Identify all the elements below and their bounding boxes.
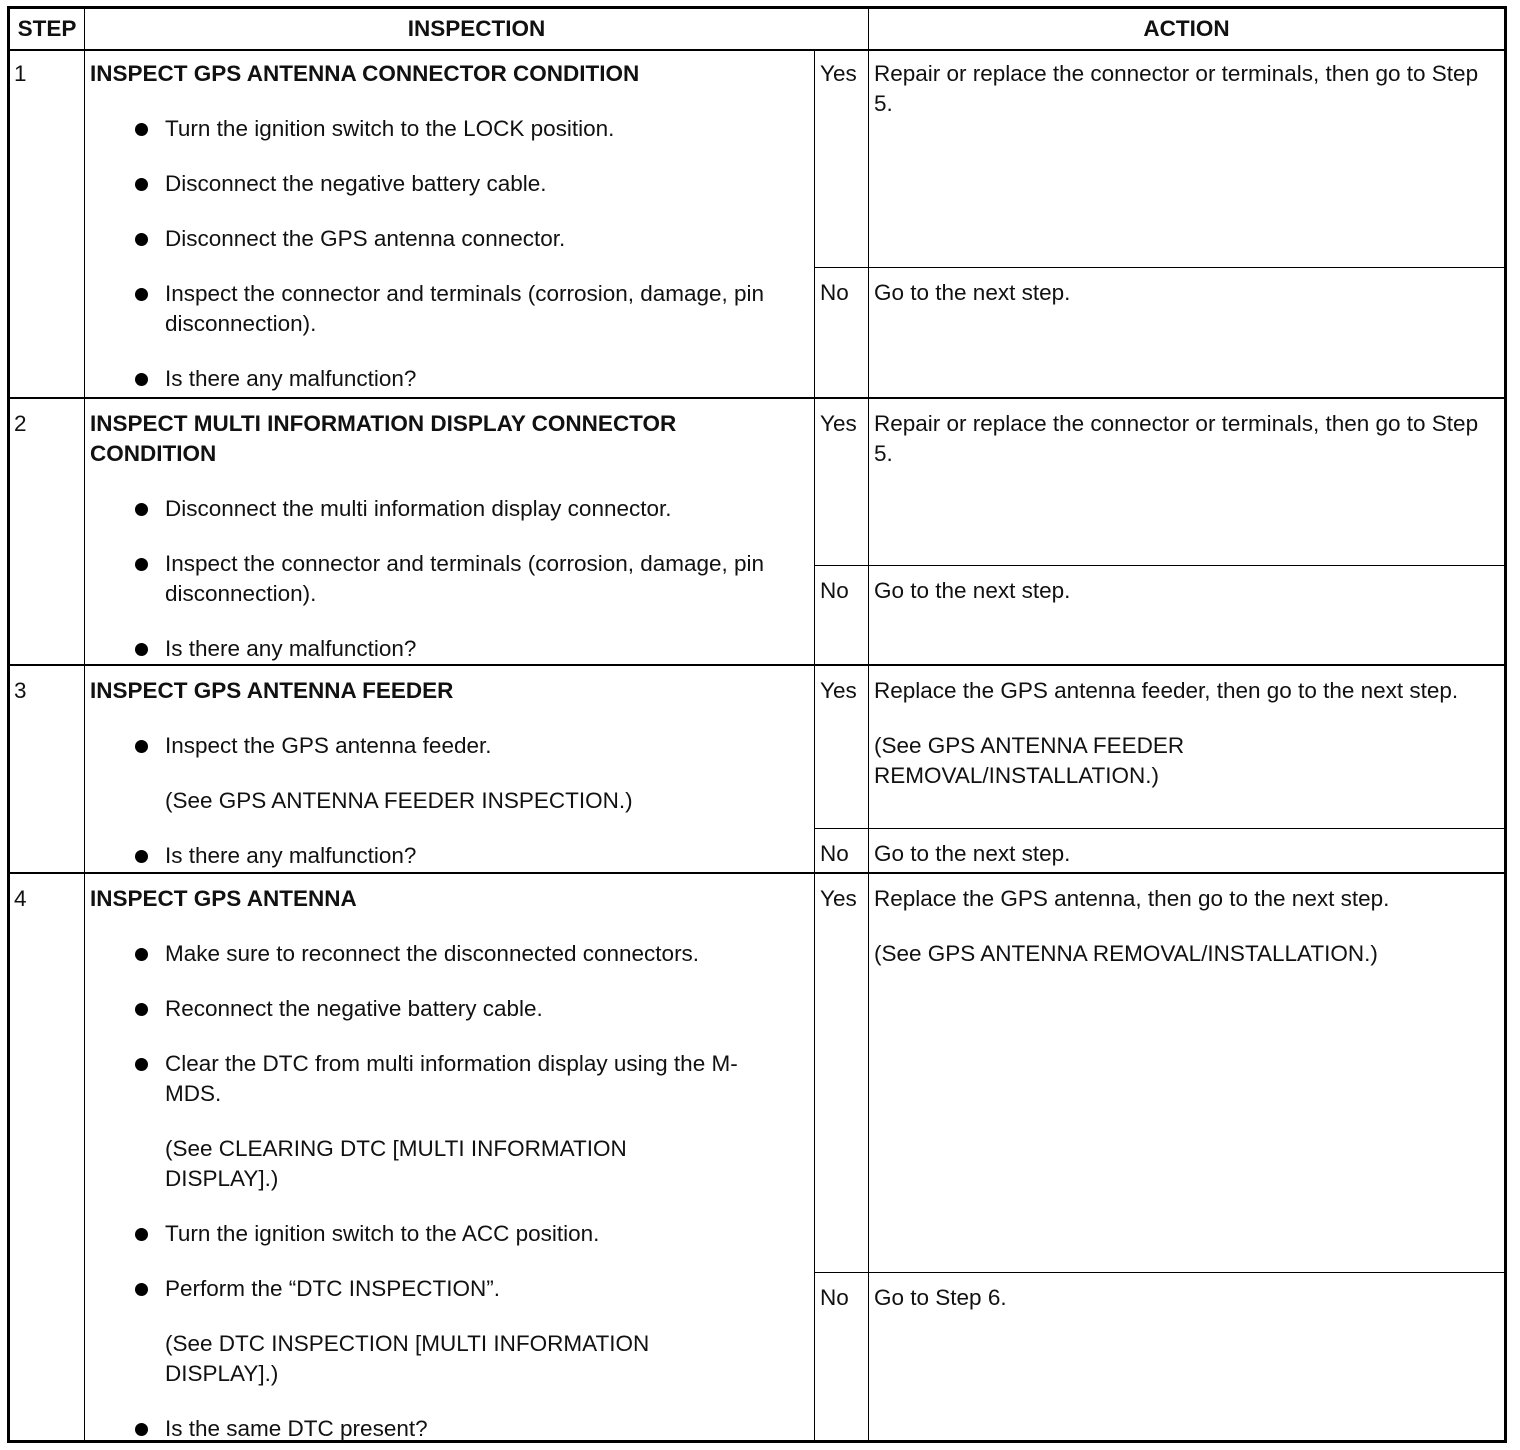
- table-header: [10, 9, 1504, 51]
- step-row-4: [10, 872, 1504, 1440]
- bullet-icon: [135, 948, 148, 961]
- step-column-header: STEP: [17, 16, 77, 41]
- reference-note: (See CLEARING DTC [MULTI INFORMATION DISPLAY].): [165, 1136, 627, 1191]
- step-number: 1: [14, 61, 27, 86]
- inspection-bullet: Inspect the connector and terminals (corrosion, damage, pin disconnection).: [165, 279, 810, 339]
- step-number: 2: [14, 411, 27, 436]
- no-label: No: [820, 841, 849, 866]
- step-number: 3: [14, 678, 27, 703]
- bullet-icon: [135, 503, 148, 516]
- no-label: No: [820, 1285, 849, 1310]
- reference-note: (See GPS ANTENNA FEEDER REMOVAL/INSTALLATION.): [874, 733, 1185, 788]
- yes-label: Yes: [820, 678, 857, 703]
- bullet-icon: [135, 1423, 148, 1436]
- inspection-bullet: Make sure to reconnect the disconnected connectors.: [165, 939, 780, 969]
- yes-action: Repair or replace the connector or terminals, then go to Step 5.: [874, 411, 1479, 466]
- inspection-bullet: Turn the ignition switch to the ACC position.: [165, 1219, 780, 1249]
- inspection-bullet: Reconnect the negative battery cable.: [165, 994, 780, 1024]
- step-title: INSPECT GPS ANTENNA FEEDER: [90, 678, 454, 703]
- bullet-icon: [135, 1058, 148, 1071]
- yes-action: Repair or replace the connector or terminals, then go to Step 5.: [874, 61, 1479, 116]
- yes-label: Yes: [820, 61, 857, 86]
- bullet-icon: [135, 1228, 148, 1241]
- reference-note: (See GPS ANTENNA REMOVAL/INSTALLATION.): [874, 941, 1378, 966]
- step-title: INSPECT MULTI INFORMATION DISPLAY CONNECTOR CONDITION: [90, 411, 677, 466]
- inspection-cell: [90, 884, 780, 1444]
- yes-label: Yes: [820, 886, 857, 911]
- bullet-icon: [135, 850, 148, 863]
- action-column-header: ACTION: [1143, 16, 1230, 41]
- yes-no-divider: [814, 1272, 1504, 1273]
- inspection-bullet: Turn the ignition switch to the LOCK position.: [165, 114, 810, 144]
- step-number: 4: [14, 886, 27, 911]
- bullet-icon: [135, 178, 148, 191]
- bullet-icon: [135, 288, 148, 301]
- no-label: No: [820, 280, 849, 305]
- inspection-bullet: Disconnect the negative battery cable.: [165, 169, 810, 199]
- bullet-icon: [135, 740, 148, 753]
- bullet-icon: [135, 373, 148, 386]
- inspection-bullet: Is there any malfunction?: [165, 634, 770, 664]
- inspection-bullet: Perform the “DTC INSPECTION”. (See DTC INSPECTION [MULTI INFORMATION DISPLAY].): [165, 1274, 780, 1389]
- step-row-3: [10, 664, 1504, 872]
- inspection-column-header: INSPECTION: [407, 16, 546, 41]
- no-action: Go to the next step.: [874, 280, 1071, 305]
- bullet-icon: [135, 1283, 148, 1296]
- inspection-bullet: Is there any malfunction?: [165, 841, 810, 871]
- inspection-cell: [90, 676, 810, 871]
- step-title: INSPECT GPS ANTENNA CONNECTOR CONDITION: [90, 61, 640, 86]
- inspection-bullet: Is there any malfunction?: [165, 364, 810, 394]
- bullet-icon: [135, 1003, 148, 1016]
- bullet-icon: [135, 558, 148, 571]
- bullet-icon: [135, 123, 148, 136]
- bullet-icon: [135, 643, 148, 656]
- no-action: Go to the next step.: [874, 841, 1071, 866]
- reference-note: (See GPS ANTENNA FEEDER INSPECTION.): [165, 788, 633, 813]
- troubleshooting-table: [7, 6, 1507, 1443]
- reference-note: (See DTC INSPECTION [MULTI INFORMATION DISPLAY].): [165, 1331, 650, 1386]
- inspection-cell: [90, 59, 810, 394]
- step-row-2: [10, 397, 1504, 664]
- step-row-1: [10, 49, 1504, 397]
- yes-label: Yes: [820, 411, 857, 436]
- inspection-bullet: Clear the DTC from multi information display using the M-MDS. (See CLEARING DTC [MULTI INFORMATION DISPLAY].): [165, 1049, 780, 1194]
- no-action: Go to the next step.: [874, 578, 1071, 603]
- inspection-cell: [90, 409, 770, 664]
- step-title: INSPECT GPS ANTENNA: [90, 886, 357, 911]
- inspection-bullet: Inspect the GPS antenna feeder. (See GPS ANTENNA FEEDER INSPECTION.): [165, 731, 810, 816]
- yes-no-divider: [814, 267, 1504, 268]
- inspection-bullet: Disconnect the GPS antenna connector.: [165, 224, 810, 254]
- inspection-bullet: Disconnect the multi information display connector.: [165, 494, 770, 524]
- yes-no-divider: [814, 565, 1504, 566]
- yes-no-divider: [814, 828, 1504, 829]
- inspection-bullet: Inspect the connector and terminals (corrosion, damage, pin disconnection).: [165, 549, 770, 609]
- no-action: Go to Step 6.: [874, 1285, 1007, 1310]
- yes-action: Replace the GPS antenna, then go to the next step. (See GPS ANTENNA REMOVAL/INSTALLATION.): [874, 884, 1496, 969]
- inspection-bullet: Is the same DTC present?: [165, 1414, 780, 1444]
- yes-action: Replace the GPS antenna feeder, then go to the next step. (See GPS ANTENNA FEEDER REMOVAL/INSTALLATION.): [874, 676, 1474, 791]
- no-label: No: [820, 578, 849, 603]
- bullet-icon: [135, 233, 148, 246]
